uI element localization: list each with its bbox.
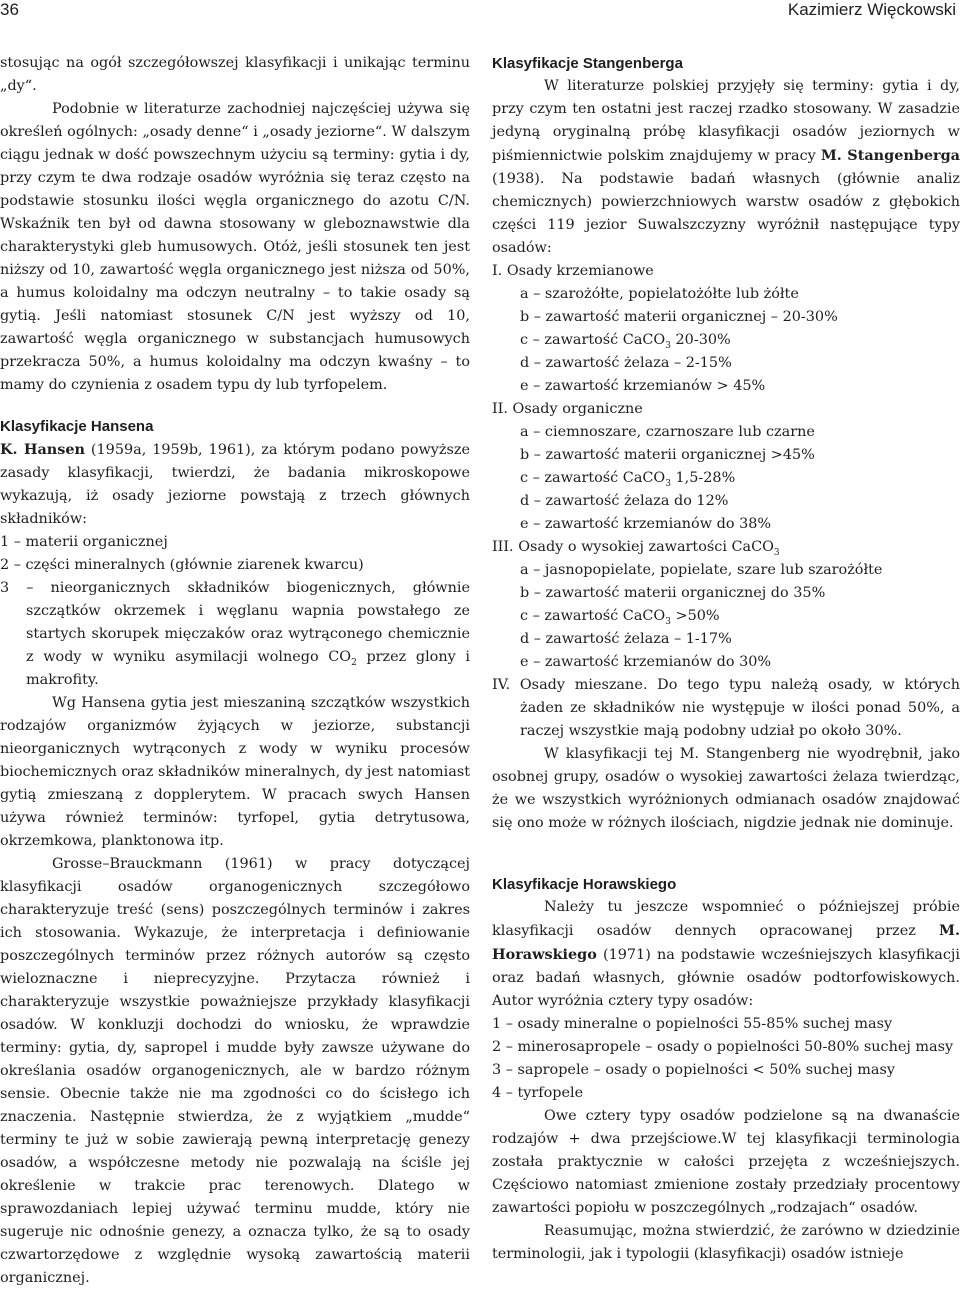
list-item: 3 – sapropele – osady o popielności < 50% suchej masy [492,1062,896,1078]
group-item: c – zawartość CaCO$_3$ 1,5-28% [520,470,736,489]
author-name: K. Hansen [0,441,85,458]
group-item: e – zawartość krzemianów do 30% [520,654,772,670]
author-name: M. Stangenberga [820,147,960,164]
list-item: 2 – minerosapropele – osady o popielności 50-80% suchej masy [492,1039,954,1055]
group-item: b – zawartość materii organicznej >45% [520,447,815,463]
paragraph: W literaturze polskiej przyjęły się terminy: gytia i dy, przy czym ten ostatni jest raczej rzadko stosowany. W zasadzie jedyną oryginalną próbę klasyfikacji osadów jeziornych w piśmiennictwie polskim znajdujemy w pracy M. Stangenberga (1938). Na podstawie badań własnych (głównie analiz chemicznych) powierzchniowych warstw osadów z głębokich części 119 jezior Suwalszczyzny wyróżnił następujące typy osadów: [492,78,960,256]
list-item: 1 – osady mineralne o popielności 55-85% suchej masy [492,1016,893,1032]
left-column [0,52,470,1290]
classification-group [492,398,960,536]
paragraph: W klasyfikacji tej M. Stangenberg nie wyodrębnił, jako osobnej grupy, osadów o wysokiej zawartości żelaza twierdząc, że we wszystkich wyróżnionych odmianach osadów znajdować się ono może w różnych ilościach, nigdzie jednak nie dominuje. [492,746,960,831]
classification-group [492,536,960,674]
group-item: a – ciemnoszare, czarnoszare lub czarne [520,424,815,440]
paragraph: stosując na ogół szczegółowszej klasyfikacji i unikając terminu „dy“. [0,55,470,94]
group-title: IV. Osady mieszane. Do tego typu należą osady, w których żaden ze składników nie występuje w ilości ponad 50%, a raczej wszystkie mają podobny udział po około 30%. [492,677,960,739]
group-title: II. Osady organiczne [492,401,643,417]
paragraph: Grosse–Brauckmann (1961) w pracy dotyczącej klasyfikacji osadów organogenicznych szczegółowo charakteryzuje treść (sens) poszczególnych terminów i zakres ich stosowania. Wykazuje, że interpretacja i definiowanie poszczególnych terminów przez różnych autorów są często wieloznaczne i nieprecyzyjne. Przytacza również i charakteryzuje wszystkie poważniejsze przykłady klasyfikacji osadów. W konkluzji dochodzi do wniosku, że wprawdzie terminy: gytia, dy, sapropel i mudde były zawsze używane do określania osadów organogenicznych, ale w bardzo różnym sensie. Obecnie także nie ma zgodności co do ścisłego ich znaczenia. Następnie stwierdza, że z wyjątkiem „mudde“ terminy te już w sobie zawierają pewną interpretację genezy osadów, a współczesne metody nie pozwalają na ściśle jej określenie w trakcie prac terenowych. Dlatego w sprawozdaniach lepiej używać terminu mudde, który nie sugeruje nic odnośnie genezy, a oznacza tylko, że są to osady czwartorzędowe z względnie wysoką zawartością materii organicznej. [0,856,470,1286]
section-heading-stangenberg: Klasyfikacje Stangenberga [492,55,683,72]
section-heading-hansen: Klasyfikacje Hansena [0,418,154,435]
page-number: 36 [0,0,19,19]
group-item: c – zawartość CaCO$_3$ 20-30% [520,332,731,351]
paragraph-hansen-intro: K. Hansen (1959a, 1959b, 1961), za którym podano powyższe zasady klasyfikacji, twierdzi, że badania mikroskopowe wykazują, iż osady jeziorne powstają z trzech głównych składników: [0,441,470,527]
list-item: 3 – nieorganicznych składników biogenicznych, głównie szczątków okrzemek i węglanu wapnia powstałego ze startych skorupek mięczaków oraz wytrąconego chemicznie z wody w wyniku asymilacji wolnego $CO_2$ przez glony i makrofity. [0,580,470,688]
author-name: M. Horawskiego [492,922,960,963]
right-column [492,52,960,1266]
group-item: a – szarożółte, popielatożółte lub żółte [520,286,799,302]
group-title: I. Osady krzemianowe [492,263,654,279]
group-item: d – zawartość żelaza do 12% [520,493,729,509]
paragraph: Reasumując, można stwierdzić, że zarówno w dziedzinie terminologii, jak i typologii (klasyfikacji) osadów istnieje [492,1223,960,1262]
group-item: d – zawartość żelaza – 2-15% [520,355,732,371]
page-header [0,0,960,22]
list-item: 1 – materii organicznej [0,534,168,550]
group-item: e – zawartość krzemianów > 45% [520,378,766,394]
list-item: 2 – części mineralnych (głównie ziarenek kwarcu) [0,557,364,573]
paragraph: Owe cztery typy osadów podzielone są na dwanaście rodzajów + dwa przejściowe.W tej klasyfikacji terminologia została praktycznie w całości przejęta z wcześniejszych. Częściowo natomiast zmienione zostały przedziały procentowy zawartości popiołu w poszczególnych „rodzajach“ osadów. [492,1108,960,1216]
group-item: c – zawartość CaCO$_3$ >50% [520,608,720,627]
group-item: e – zawartość krzemianów do 38% [520,516,772,532]
classification-group [492,260,960,398]
group-item: b – zawartość materii organicznej do 35% [520,585,826,601]
list-item: 4 – tyrfopele [492,1085,584,1101]
section-heading-horawski: Klasyfikacje Horawskiego [492,876,677,893]
paragraph: Należy tu jeszcze wspomnieć o późniejszej próbie klasyfikacji osadów dennych opracowanej przez M. Horawskiego (1971) na podstawie wcześniejszych klasyfikacji oraz badań własnych, głównie osadów podtorfowiskowych. Autor wyróżnia cztery typy osadów: [492,899,960,1009]
group-item: a – jasnopopielate, popielate, szare lub szarożółte [520,562,883,578]
paragraph: Podobnie w literaturze zachodniej najczęściej używa się określeń ogólnych: „osady denne“ i „osady jeziorne“. W dalszym ciągu jednak w dość powszechnym użyciu są terminy: gytia i dy, przy czym te dwa rodzaje osadów wyróżnia się teraz często na podstawie stosunku ilości węgla organicznego do azotu C/N. Wskaźnik ten był od dawna stosowany w gleboznawstwie dla charakterystyki gleb humusowych. Otóż, jeśli stosunek ten jest niższy od 10, zawartość węgla organicznego jest niższa od 50%, a humus koloidalny ma odczyn neutralny – to takie osady są gytią. Jeśli natomiast stosunek C/N jest wyższy od 10, zawartość węgla organicznego w substancjach humusowych przekracza 50%, a humus koloidalny ma odczyn kwaśny – to mamy do czynienia z osadem typu dy lub tyrfopelem. [0,101,470,393]
group-item: d – zawartość żelaza – 1-17% [520,631,732,647]
group-item: b – zawartość materii organicznej – 20-30% [520,309,838,325]
group-title: III. Osady o wysokiej zawartości CaCO$_3$ [492,539,780,558]
paragraph: Wg Hansena gytia jest mieszaniną szczątków wszystkich rodzajów organizmów żyjących w jeziorze, substancji nieorganicznych wytrąconych z wody w wyniku procesów biochemicznych oraz składników mineralnych, dy jest natomiast gytią zmieszaną z dopplerytem. W pracach swych Hansen używa również terminów: tyrfopel, gytia detrytusowa, okrzemkowa, planktonowa itp. [0,695,470,849]
running-head-author: Kazimierz Więckowski [787,0,956,19]
